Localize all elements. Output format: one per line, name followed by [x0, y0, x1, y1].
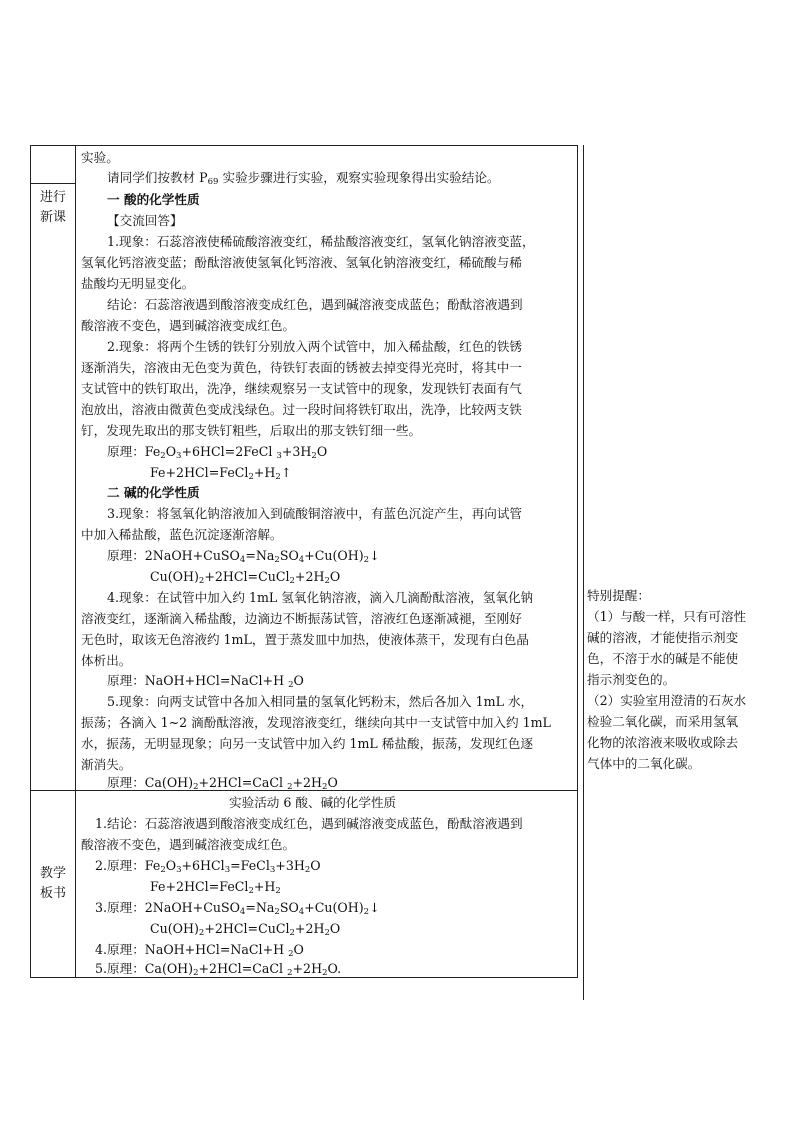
main-line-7: 结论：石蕊溶液遇到酸溶液变成红色，遇到碱溶液变成蓝色；酚酞溶液遇到 [107, 297, 523, 312]
board-equation-copper-hydroxide: $Cu(OH)_2+2HCl=CuCl_2+2H_2O$ [150, 921, 341, 938]
side-note-line-6: 化物的浓溶液来吸收或除去 [587, 735, 739, 750]
side-column-rule [583, 145, 584, 1000]
label-board-line-1: 教学 [39, 866, 66, 881]
main-line-18: 中加入稀盐酸，蓝色沉淀逐渐溶解。 [81, 527, 283, 542]
section-base-heading: 二 碱的化学性质 [107, 485, 200, 500]
main-line-4: 1.现象：石蕊溶液使稀硫酸溶液变红，稀盐酸溶液变红，氢氧化钠溶液变蓝， [107, 234, 535, 249]
exchange-heading: 【交流回答】 [107, 213, 183, 228]
main-line-12: 泡放出，溶液由微黄色变成浅绿色。过一段时间将铁钉取出，洗净，比较两支铁 [81, 402, 522, 417]
table-column-divider [75, 145, 76, 978]
main-line-23: 无色时，取该无色溶液约 1mL，置于蒸发皿中加热，使液体蒸干，发现有白色晶 [81, 632, 529, 647]
table-row-divider-1 [30, 183, 75, 184]
main-line-13: 钉，发现先取出的那支铁钉粗些，后取出的那支铁钉细一些。 [81, 423, 422, 438]
board-equation-calcium-hydroxide: 5.原理：$Ca(OH)_2+2HCl=CaCl$ $_2+2H_2O$. [95, 961, 342, 978]
side-note-line-3: 指示剂变色的。 [587, 672, 676, 687]
board-title: 实验活动 6 酸、碱的化学性质 [229, 795, 397, 810]
main-line-21: 4.现象：在试管中加入约 1mL 氢氧化钠溶液，滴入几滴酚酞溶液，氢氧化钠 [107, 590, 534, 605]
main-line-8: 酸溶液不变色，遇到碱溶液变成红色。 [81, 318, 296, 333]
label-board-line-2: 板书 [39, 886, 66, 901]
side-note-title: 特别提醒： [587, 588, 650, 603]
equation-neutralization: 原理：NaOH+HCl=NaCl+H $_2$O [107, 673, 304, 690]
section-acid-heading: 一 酸的化学性质 [107, 192, 200, 207]
side-note-line-2: 色，不溶于水的碱是不能使 [587, 651, 739, 666]
board-equation-copper-sulfate: 3.原理：$2NaOH+CuSO_4=Na_2SO_4+Cu(OH)_2↓$ [95, 900, 380, 917]
board-equation-iron: $Fe+2HCl=FeCl_2+H_2$ [150, 879, 281, 896]
main-line-9: 2.现象：将两个生锈的铁钉分别放入两个试管中，加入稀盐酸，红色的铁锈 [107, 339, 523, 354]
main-line-6: 盐酸均无明显变化。 [81, 276, 195, 291]
main-line-27: 振荡；各滴入 1~2 滴酚酞溶液，发现溶液变红，继续向其中一支试管中加入约 1mL [81, 715, 551, 730]
main-line-10: 逐渐消失，溶液由无色变为黄色，待铁钉表面的锈被去掉变得光亮时，将其中一 [81, 360, 522, 375]
main-line-22: 溶液变红，逐渐滴入稀盐酸，边滴边不断振荡试管，溶液红色逐渐减褪，至刚好 [81, 611, 522, 626]
main-line-5: 氢氧化钙溶液变蓝；酚酞溶液使氢氧化钙溶液、氢氧化钠溶液变红，稀硫酸与稀 [81, 255, 522, 270]
side-note-line-5: 检验二氧化碳，而采用氢氧 [587, 714, 739, 729]
equation-copper-sulfate: 原理：$2NaOH+CuSO_4=Na_2SO_4+Cu(OH)_2↓$ [107, 548, 380, 565]
main-line-26: 5.现象：向两支试管中各加入相同量的氢氧化钙粉末，然后各加入 1mL 水， [107, 694, 534, 709]
equation-copper-hydroxide: $Cu(OH)_2+2HCl=CuCl_2+2H_2O$ [150, 569, 341, 586]
board-equation-rust: 2.原理：$Fe_2O_3+6HCl_3=FeCl_3+3H_2O$ [95, 858, 321, 875]
side-note-line-1: 碱的溶液，才能使指示剂变 [587, 630, 739, 645]
main-line-1: 请同学们按教材 $P_{69}$ 实验步骤进行实验，观察实验现象得出实验结论。 [107, 170, 500, 187]
label-new-lesson [33, 188, 73, 228]
main-line-0: 实验。 [81, 150, 119, 165]
table-right-border [577, 145, 578, 978]
main-line-24: 体析出。 [81, 653, 132, 668]
equation-rust: 原理：$Fe_2O_3+6HCl=2FeCl$ $_3+3H_2O$ [107, 444, 328, 461]
label-board [33, 864, 73, 904]
main-line-28: 水，振荡，无明显现象；向另一支试管中加入约 1mL 稀盐酸，振荡，发现红色逐 [81, 736, 533, 751]
main-line-17: 3.现象：将氢氧化钠溶液加入到硫酸铜溶液中，有蓝色沉淀产生，再向试管 [107, 506, 523, 521]
side-note-line-7: 气体中的二氧化碳。 [587, 756, 701, 771]
label-new-lesson-line-1: 进行 [39, 190, 66, 205]
board-line-1: 酸溶液不变色，遇到碱溶液变成红色。 [81, 837, 296, 852]
table-left-border [30, 145, 31, 978]
side-note-line-0: （1）与酸一样，只有可溶性 [587, 609, 747, 624]
side-note-line-4: （2）实验室用澄清的石灰水 [587, 693, 747, 708]
label-new-lesson-line-2: 新课 [39, 210, 66, 225]
equation-iron: $Fe+2HCl=FeCl_2+H_2↑$ [150, 465, 292, 482]
board-line-0: 1.结论：石蕊溶液遇到酸溶液变成红色，遇到碱溶液变成蓝色，酚酞溶液遇到 [95, 816, 523, 831]
main-line-29: 渐消失。 [81, 757, 132, 772]
table-top-border [30, 145, 578, 146]
equation-calcium-hydroxide: 原理：$Ca(OH)_2+2HCl=CaCl$ $_2+2H_2O$ [107, 775, 338, 792]
main-line-11: 支试管中的铁钉取出，洗净，继续观察另一支试管中的现象，发现铁钉表面有气 [81, 381, 522, 396]
board-equation-neutralization: 4.原理：NaOH+HCl=NaCl+H $_2$O [95, 942, 304, 959]
